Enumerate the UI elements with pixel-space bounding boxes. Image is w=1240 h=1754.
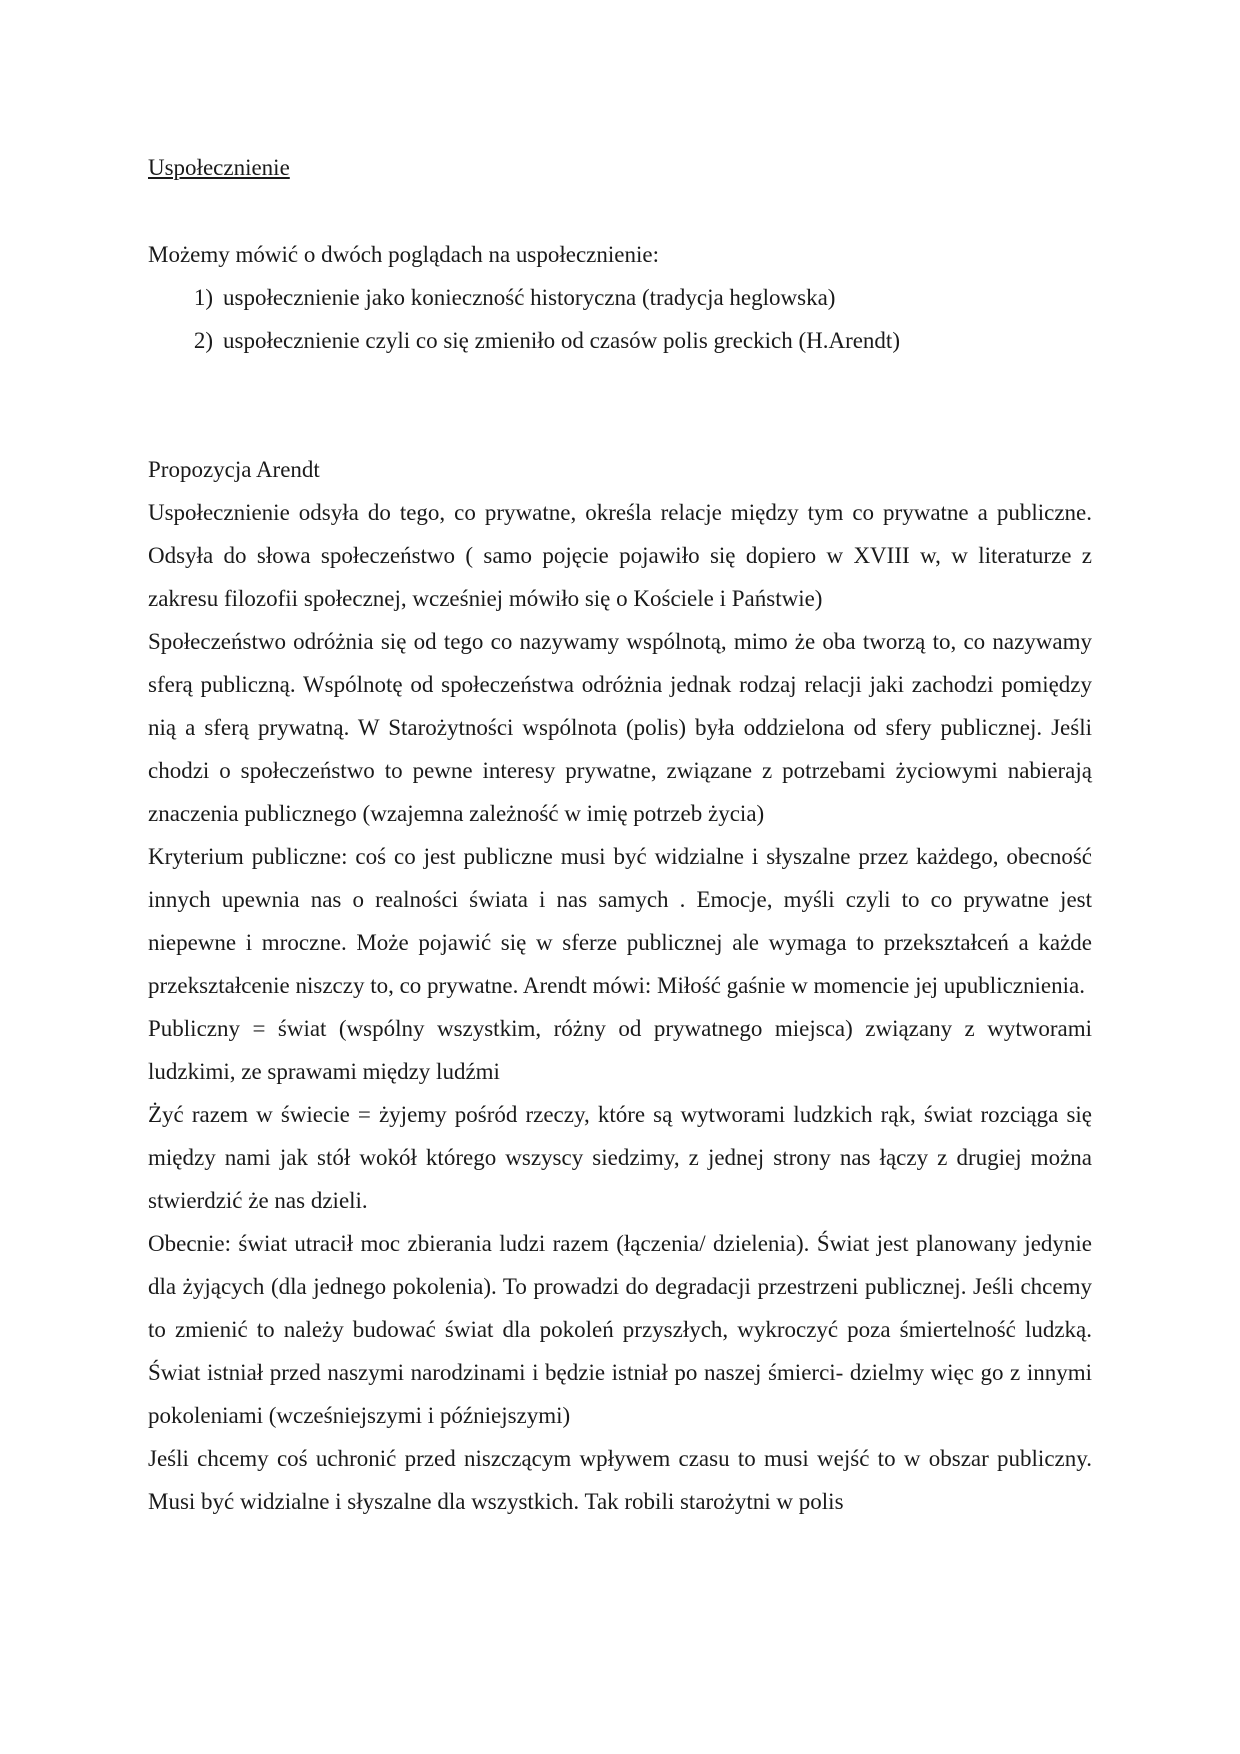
list-number: 1) — [193, 285, 213, 310]
paragraph: Uspołecznienie odsyła do tego, co prywatne, określa relacje między tym co prywatne a publiczne. Odsyła do słowa społeczeństwo ( samo pojęcie pojawiło się dopiero w XVIII w, w literaturze z zakresu filozofii społecznej, wcześniej mówiło się o Kościele i Państwie) — [148, 500, 1092, 611]
list-item-text: uspołecznienie jako konieczność historyczna (tradycja heglowska) — [223, 285, 836, 310]
spacer — [148, 362, 1092, 448]
list-item — [148, 276, 1092, 319]
paragraph: Żyć razem w świecie = żyjemy pośród rzeczy, które są wytworami ludzkich rąk, świat rozciąga się między nami jak stół wokół którego wszyscy siedzimy, z jednej strony nas łączy z drugiej można stwierdzić że nas dzieli. — [148, 1102, 1092, 1213]
list-number: 2) — [193, 328, 213, 353]
numbered-list — [148, 276, 1092, 362]
paragraph: Społeczeństwo odróżnia się od tego co nazywamy wspólnotą, mimo że oba tworzą to, co nazywamy sferą publiczną. Wspólnotę od społeczeństwa odróżnia jednak rodzaj relacji jaki zachodzi pomiędzy nią a sferą prywatną. W Starożytności wspólnota (polis) była oddzielona od sfery publicznej. Jeśli chodzi o społeczeństwo to pewne interesy prywatne, związane z potrzebami życiowymi nabierają znaczenia publicznego (wzajemna zależność w imię potrzeb życia) — [148, 629, 1092, 826]
paragraph: Jeśli chcemy coś uchronić przed niszczącym wpływem czasu to musi wejść to w obszar publiczny. Musi być widzialne i słyszalne dla wszystkich. Tak robili starożytni w polis — [148, 1446, 1092, 1514]
document-page — [148, 146, 1092, 1523]
list-item — [148, 319, 1092, 362]
section-heading: Propozycja Arendt — [148, 457, 320, 482]
list-item-text: uspołecznienie czyli co się zmieniło od czasów polis greckich (H.Arendt) — [223, 328, 900, 353]
spacer — [148, 189, 1092, 233]
document-title: Uspołecznienie — [148, 155, 290, 180]
paragraph: Obecnie: świat utracił moc zbierania ludzi razem (łączenia/ dzielenia). Świat jest planowany jedynie dla żyjących (dla jednego pokolenia). To prowadzi do degradacji przestrzeni publicznej. Jeśli chcemy to zmienić to należy budować świat dla pokoleń przyszłych, wykroczyć poza śmiertelność ludzką. Świat istniał przed naszymi narodzinami i będzie istniał po naszej śmierci- dzielmy więc go z innymi pokoleniami (wcześniejszymi i późniejszymi) — [148, 1231, 1092, 1428]
intro-text: Możemy mówić o dwóch poglądach na uspołecznienie: — [148, 242, 659, 267]
paragraph: Kryterium publiczne: coś co jest publiczne musi być widzialne i słyszalne przez każdego, obecność innych upewnia nas o realności świata i nas samych . Emocje, myśli czyli to co prywatne jest niepewne i mroczne. Może pojawić się w sferze publicznej ale wymaga to przekształceń a każde przekształcenie niszczy to, co prywatne. Arendt mówi: Miłość gaśnie w momencie jej upublicznienia. — [148, 844, 1092, 998]
paragraph: Publiczny = świat (wspólny wszystkim, różny od prywatnego miejsca) związany z wytworami ludzkimi, ze sprawami między ludźmi — [148, 1016, 1092, 1084]
